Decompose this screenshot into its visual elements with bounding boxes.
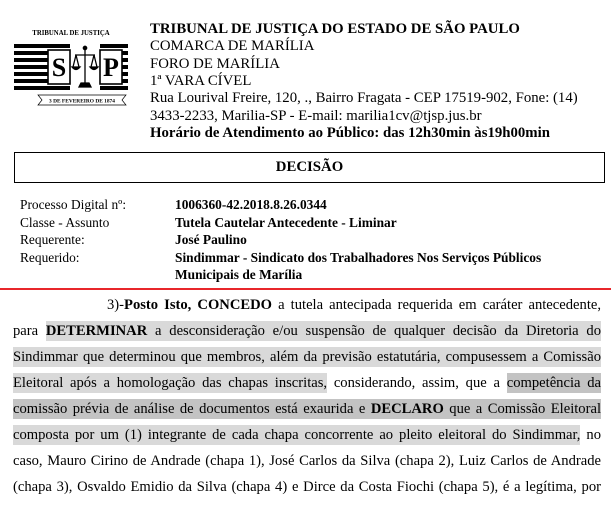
- case-value: José Paulino: [175, 232, 247, 247]
- highlighted-text: Sindimmar que determinou que membros, além da previsão estatutária, compusessem a Comissão: [13, 349, 601, 365]
- bold-run: DECLARO: [370, 401, 444, 417]
- text-run: comissão prévia de análise de documentos está exaurida e: [13, 401, 371, 417]
- highlighted-text-strong: competência da: [506, 375, 601, 391]
- document-title-box: [14, 152, 605, 183]
- case-label: Classe - Assunto: [20, 214, 110, 230]
- body-line: [13, 422, 601, 448]
- foro-line: FORO DE MARÍLIA: [150, 55, 280, 72]
- body-line: [13, 474, 601, 500]
- highlighted-text: composta por um (1) integrante de cada chapa concorrente ao pleito eleitoral do Sindimmar,: [13, 427, 581, 443]
- decision-body: [13, 292, 601, 500]
- highlighted-text: Eleitoral após a homologação das chapas inscritas,: [13, 375, 328, 391]
- address-line: Rua Lourival Freire, 120, ., Bairro Fragata - CEP 17519-902, Fone: (14): [150, 90, 578, 107]
- body-line: [13, 396, 601, 422]
- body-line: [13, 292, 601, 318]
- case-info-row: [20, 214, 570, 232]
- office-hours: Horário de Atendimento ao Público: das 12h30min às19h00min: [150, 125, 550, 142]
- case-info-row: [20, 231, 570, 249]
- tjsp-seal-logo: [14, 26, 130, 108]
- vara-line: 1ª VARA CÍVEL: [150, 73, 252, 90]
- case-info: [20, 196, 570, 284]
- court-name: TRIBUNAL DE JUSTIÇA DO ESTADO DE SÃO PAULO: [150, 21, 520, 37]
- text-run: 3)-: [107, 297, 125, 313]
- text-run: a tutela antecipada requerida em caráter antecedente,: [272, 297, 601, 313]
- logo-top-text: TRIBUNAL DE JUSTIÇA: [32, 30, 110, 37]
- case-info-row: [20, 196, 570, 214]
- bold-run: Posto Isto, CONCEDO: [124, 297, 273, 313]
- text-run: no: [580, 427, 601, 443]
- logo-letter-s: S: [51, 53, 67, 82]
- court-header: [150, 21, 605, 142]
- case-label: Requerido:: [20, 249, 80, 265]
- case-info-row: [20, 249, 570, 284]
- bold-run: DETERMINAR: [45, 323, 148, 339]
- case-value: Sindimmar - Sindicato dos Trabalhadores Nos Serviços Públicos Municipais de Marília: [175, 249, 542, 282]
- highlighted-text-strong: [13, 399, 601, 419]
- case-label: Processo Digital nº:: [20, 197, 127, 212]
- text-run: (chapa 3), Osvaldo Emidio da Silva (chapa 4) e Dirce da Costa Fiochi (chapa 5), é a legítima, por: [13, 479, 601, 495]
- highlighted-text: [46, 321, 601, 341]
- red-divider: [0, 288, 611, 290]
- case-value: Tutela Cautelar Antecedente - Liminar: [175, 214, 397, 230]
- text-run: a desconsideração e/ou suspensão de qualquer decisão da Diretoria do: [147, 323, 601, 339]
- body-line: [13, 344, 601, 370]
- text-run: que a Comissão Eleitoral: [443, 401, 601, 417]
- text-run: caso, Mauro Cirino de Andrade (chapa 1), José Carlos da Silva (chapa 2), Luiz Carlos de Andrade: [13, 453, 601, 469]
- document-title: DECISÃO: [275, 159, 344, 175]
- body-line: [13, 448, 601, 474]
- body-line: [13, 370, 601, 396]
- body-line: [13, 318, 601, 344]
- case-value: 1006360-42.2018.8.26.0344: [175, 197, 327, 212]
- logo-motto: 3 DE FEVEREIRO DE 1874: [49, 98, 115, 105]
- comarca-line: COMARCA DE MARÍLIA: [150, 38, 315, 55]
- case-label: Requerente:: [20, 232, 85, 247]
- logo-letter-p: P: [103, 53, 119, 82]
- text-run: para: [13, 323, 46, 339]
- text-run: considerando, assim, que a: [327, 375, 507, 391]
- address-line: 3433-2233, Marilia-SP - E-mail: marilia1cv@tjsp.jus.br: [150, 107, 482, 124]
